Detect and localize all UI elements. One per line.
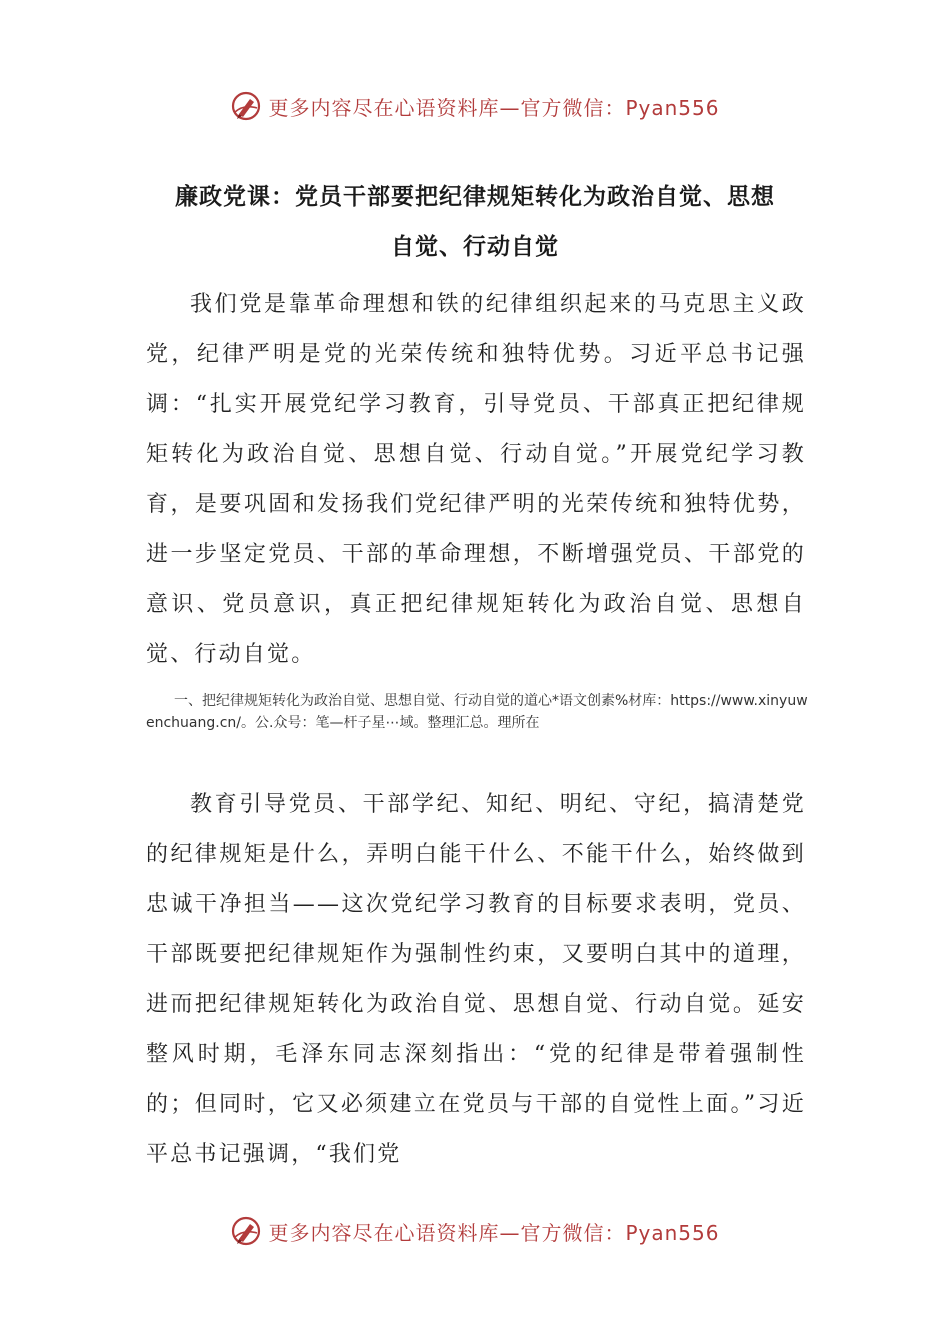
pen-logo-icon bbox=[230, 1215, 262, 1247]
document-title-line-1: 廉政党课：党员干部要把纪律规矩转化为政治自觉、思想 bbox=[175, 184, 775, 210]
footer-banner bbox=[0, 1209, 950, 1253]
pen-logo-icon bbox=[230, 90, 262, 122]
header-banner bbox=[0, 84, 950, 128]
body-paragraph-1: 我们党是靠革命理想和铁的纪律组织起来的马克思主义政党，纪律严明是党的光荣传统和独特优势。习近平总书记强调：“扎实开展党纪学习教育，引导党员、干部真正把纪律规矩转化为政治自觉、思想自觉、行动自觉。”开展党纪学习教育，是要巩固和发扬我们党纪律严明的光荣传统和独特优势，进一步坚定党员、干部的革命理想，不断增强党员、干部党的意识、党员意识，真正把纪律规矩转化为政治自觉、思想自觉、行动自觉。 bbox=[146, 292, 806, 667]
document-title-line-2: 自觉、行动自觉 bbox=[391, 234, 559, 260]
header-banner-text: 更多内容尽在心语资料库—官方微信：Pyan556 bbox=[268, 95, 720, 120]
footer-banner-text: 更多内容尽在心语资料库—官方微信：Pyan556 bbox=[268, 1220, 720, 1245]
body-paragraph-2: 教育引导党员、干部学纪、知纪、明纪、守纪，搞清楚党的纪律规矩是什么，弄明白能干什么、不能干什么，始终做到忠诚干净担当——这次党纪学习教育的目标要求表明，党员、干部既要把纪律规矩作为强制性约束，又要明白其中的道理，进而把纪律规矩转化为政治自觉、思想自觉、行动自觉。延安整风时期，毛泽东同志深刻指出：“党的纪律是带着强制性的；但同时，它又必须建立在党员与干部的自觉性上面。”习近平总书记强调，“我们党 bbox=[146, 792, 806, 1167]
section-heading-note: 一、把纪律规矩转化为政治自觉、思想自觉、行动自觉的道心*语文创素%材库：https://www.xinyuwenchuang.cn/。公.众号：笔—杆子星⋯域。整理汇总。理所在 bbox=[146, 693, 808, 731]
